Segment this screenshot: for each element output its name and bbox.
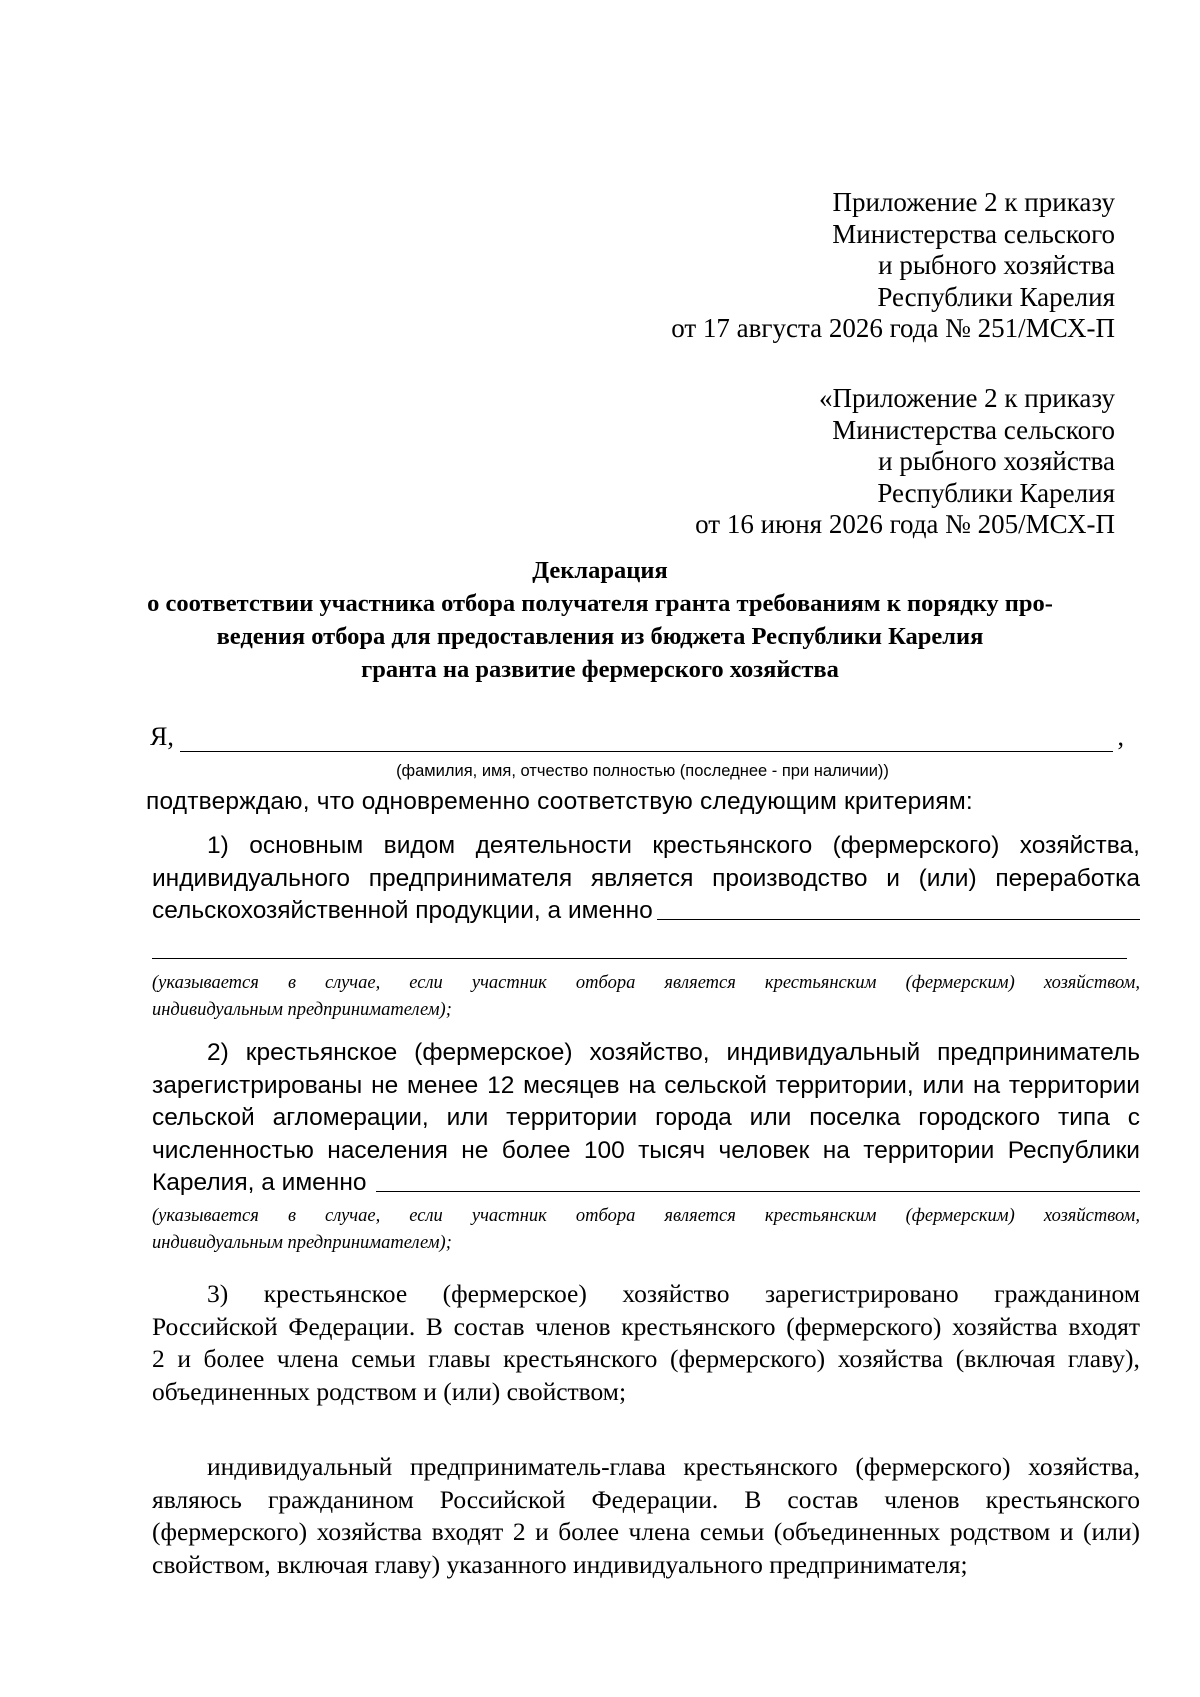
justified-line — [152, 970, 1140, 997]
word: если — [409, 1206, 443, 1226]
header-line: от 16 июня 2026 года № 205/МСХ-П — [695, 509, 1115, 539]
title-line: о соответствии участника отбора получателя гранта требованиям к порядку про- — [147, 590, 1053, 617]
word: хозяйства — [316, 1517, 423, 1546]
word: хозяйство — [622, 1279, 730, 1308]
fio-blank-line[interactable] — [180, 751, 1113, 752]
text-line-with-blank — [152, 895, 1140, 928]
word: участник — [471, 1206, 547, 1226]
header-line: и рыбного хозяйства — [878, 250, 1115, 280]
word: переработка — [995, 864, 1140, 892]
word: (фермерским) — [905, 1206, 1015, 1226]
word: и — [1059, 1517, 1074, 1546]
word: (фермерского) — [786, 1311, 942, 1341]
justified-line — [152, 1343, 1140, 1376]
word: более — [501, 1136, 571, 1164]
word: семьи — [351, 1344, 416, 1373]
word: тысяч — [638, 1136, 706, 1164]
word: городского — [918, 1104, 1041, 1131]
word: населения — [327, 1136, 448, 1164]
text-line — [152, 1376, 1140, 1409]
word: территории — [863, 1136, 995, 1164]
word: (или) — [1082, 1517, 1140, 1546]
criterion-2-note — [152, 1203, 1140, 1257]
justified-line — [152, 1484, 1140, 1517]
fio-hint: (фамилия, имя, отчество полностью (последнее - при наличии)) — [396, 762, 889, 780]
title-heading: Декларация — [532, 557, 668, 584]
word: более — [203, 1344, 265, 1373]
word: Республики — [1007, 1136, 1140, 1164]
justified-line — [152, 1203, 1140, 1230]
header-line: и рыбного хозяйства — [878, 446, 1115, 476]
word: и — [177, 1344, 191, 1373]
justified-line — [152, 1135, 1140, 1168]
word: зарегистрированы — [152, 1071, 363, 1099]
word: состав — [453, 1311, 525, 1341]
answer-blank-line[interactable] — [657, 895, 1140, 920]
word: является — [664, 973, 736, 993]
word: (фермерского) — [670, 1344, 826, 1373]
word: В — [425, 1311, 443, 1341]
word: на — [822, 1136, 850, 1164]
word: хозяйством, — [1043, 973, 1140, 993]
word: предприниматель-глава — [409, 1452, 666, 1481]
word: (указывается — [152, 1206, 259, 1226]
line-text: свойством, включая главу) указанного индивидуального предпринимателя; — [152, 1549, 968, 1579]
word: 100 — [583, 1136, 625, 1164]
word: (фермерского) — [855, 1452, 1011, 1481]
header-line: Министерства сельского — [832, 218, 1115, 249]
fio-field-row — [150, 722, 1135, 756]
word: случае, — [325, 973, 381, 993]
word: крестьянского — [652, 832, 813, 859]
word: (или) — [918, 864, 977, 892]
line-text: индивидуальным предпринимателем); — [152, 1000, 452, 1020]
word: является — [590, 864, 694, 892]
word: хозяйства — [952, 1311, 1058, 1341]
line-text: индивидуальным предпринимателем); — [152, 1233, 452, 1253]
word: крестьянское — [263, 1279, 408, 1308]
justified-line — [152, 1102, 1140, 1135]
note-line — [152, 1230, 1140, 1257]
answer-blank-line[interactable] — [152, 958, 1127, 959]
word: хозяйство, — [589, 1039, 710, 1066]
criterion-1 — [152, 830, 1140, 928]
word: агломерации, — [272, 1104, 429, 1131]
line-text: Карелия, а именно — [152, 1169, 367, 1196]
word: главу), — [1067, 1344, 1140, 1373]
word: и — [535, 1517, 549, 1546]
justified-line — [152, 863, 1140, 896]
declaration-title — [140, 554, 1060, 686]
header-line: Министерства сельского — [832, 414, 1115, 445]
word: человек — [718, 1136, 810, 1164]
word: на — [972, 1071, 1001, 1099]
word: индивидуальный — [207, 1452, 393, 1481]
word: (фермерское) — [442, 1279, 587, 1308]
word: отбора — [575, 973, 636, 993]
justified-line — [152, 1451, 1140, 1484]
word: 2 — [152, 1344, 165, 1373]
word: города — [655, 1104, 732, 1131]
word: гражданином — [267, 1484, 414, 1514]
word: случае, — [325, 1206, 381, 1226]
word: входят — [431, 1517, 504, 1546]
appendix-header-current — [671, 187, 1115, 345]
header-line: от 17 августа 2026 года № 251/МСХ-П — [671, 313, 1115, 343]
word: хозяйства, — [1028, 1452, 1140, 1481]
word: семьи — [699, 1517, 765, 1546]
word: состав — [787, 1484, 859, 1514]
word: члена — [276, 1344, 339, 1373]
word: с — [1127, 1104, 1140, 1131]
word: зарегистрировано — [764, 1279, 959, 1308]
word: членов — [535, 1311, 611, 1341]
word: индивидуальный — [726, 1039, 921, 1066]
word: не — [371, 1071, 399, 1099]
justified-line — [152, 830, 1140, 863]
fio-suffix: , — [1117, 722, 1124, 751]
word: производство — [712, 864, 868, 892]
word: Федерации. — [288, 1311, 416, 1341]
word: участник — [471, 973, 547, 993]
word: или — [922, 1071, 965, 1099]
word: в — [287, 973, 296, 993]
word: 2 — [512, 1517, 526, 1546]
word: 1) — [207, 832, 229, 859]
word: более — [558, 1517, 620, 1546]
word: главы — [428, 1344, 491, 1373]
header-line: Республики Карелия — [877, 477, 1115, 508]
word: (включая — [955, 1344, 1056, 1373]
word: месяцев — [523, 1071, 620, 1099]
word: предприниматель — [937, 1039, 1140, 1066]
word: гражданином — [994, 1279, 1140, 1308]
word: территории — [506, 1104, 638, 1131]
word: сельской — [664, 1071, 767, 1099]
criterion-1-note — [152, 970, 1140, 1024]
criterion-3 — [152, 1278, 1140, 1408]
word: хозяйства, — [1019, 832, 1140, 859]
word: (фермерского) — [832, 832, 1000, 859]
confirm-statement: подтверждаю, что одновременно соответствую следующим критериям: — [146, 788, 973, 815]
header-line: «Приложение 2 к приказу — [819, 383, 1115, 413]
word: не — [461, 1136, 489, 1164]
word: В — [744, 1484, 762, 1514]
word: (указывается — [152, 973, 259, 993]
word: территории, — [775, 1071, 914, 1099]
word: Федерации. — [591, 1484, 719, 1514]
word: 12 — [487, 1071, 515, 1099]
word: крестьянского — [985, 1484, 1140, 1514]
word: отбора — [575, 1206, 636, 1226]
word: видом — [383, 832, 456, 859]
word: (фермерским) — [905, 973, 1015, 993]
word: являюсь — [152, 1484, 242, 1514]
word: сельской — [152, 1104, 255, 1131]
word: хозяйством, — [1043, 1206, 1140, 1226]
justified-line — [152, 1070, 1140, 1103]
title-line: ведения отбора для предоставления из бюджета Республики Карелия — [216, 623, 984, 650]
fio-prefix: Я, — [150, 722, 174, 751]
criterion-2 — [152, 1037, 1140, 1200]
word: менее — [407, 1071, 479, 1099]
word: крестьянского — [503, 1344, 658, 1373]
word: крестьянского — [683, 1452, 838, 1481]
word: индивидуального — [152, 864, 351, 892]
word: основным — [249, 832, 364, 859]
word: входят — [1068, 1311, 1140, 1341]
word: крестьянское — [245, 1039, 398, 1066]
word: крестьянского — [621, 1311, 776, 1341]
word: типа — [1058, 1104, 1110, 1131]
word: 3) — [207, 1279, 229, 1308]
word: в — [287, 1206, 296, 1226]
word: родством — [949, 1517, 1051, 1546]
word: или — [446, 1104, 489, 1131]
word: деятельности — [475, 832, 632, 859]
text-line — [152, 1549, 1140, 1582]
word: на — [628, 1071, 656, 1099]
word: (объединенных — [773, 1517, 941, 1546]
word: является — [664, 1206, 736, 1226]
header-line: Республики Карелия — [877, 281, 1115, 312]
text-line-with-blank — [152, 1167, 1140, 1200]
answer-blank-line[interactable] — [376, 1167, 1140, 1192]
word: если — [409, 973, 443, 993]
note-line — [152, 997, 1140, 1024]
justified-line — [152, 1516, 1140, 1549]
word: территории — [1008, 1071, 1140, 1099]
word: Российской — [152, 1311, 278, 1341]
word: члена — [628, 1517, 691, 1546]
title-line: гранта на развитие фермерского хозяйства — [361, 656, 839, 683]
header-line: Приложение 2 к приказу — [832, 187, 1115, 217]
criterion-3-alt — [152, 1451, 1140, 1581]
word: 2) — [207, 1039, 229, 1066]
line-text: сельскохозяйственной продукции, а именно — [152, 897, 653, 924]
word: крестьянским — [764, 1206, 877, 1226]
word: предпринимателя — [368, 864, 573, 892]
word: и — [886, 864, 900, 892]
word: поселка — [809, 1104, 901, 1131]
word: членов — [884, 1484, 960, 1514]
word: (фермерское) — [414, 1039, 573, 1066]
word: (фермерского) — [152, 1517, 308, 1546]
justified-line — [152, 1278, 1140, 1311]
line-text: объединенных родством и (или) свойством; — [152, 1376, 627, 1406]
justified-line — [152, 1037, 1140, 1070]
word: хозяйства — [837, 1344, 944, 1373]
justified-line — [152, 1311, 1140, 1344]
appendix-header-previous — [695, 383, 1115, 541]
word: или — [749, 1104, 792, 1131]
word: крестьянским — [764, 973, 877, 993]
word: Российской — [439, 1484, 566, 1514]
word: численностью — [152, 1136, 314, 1164]
